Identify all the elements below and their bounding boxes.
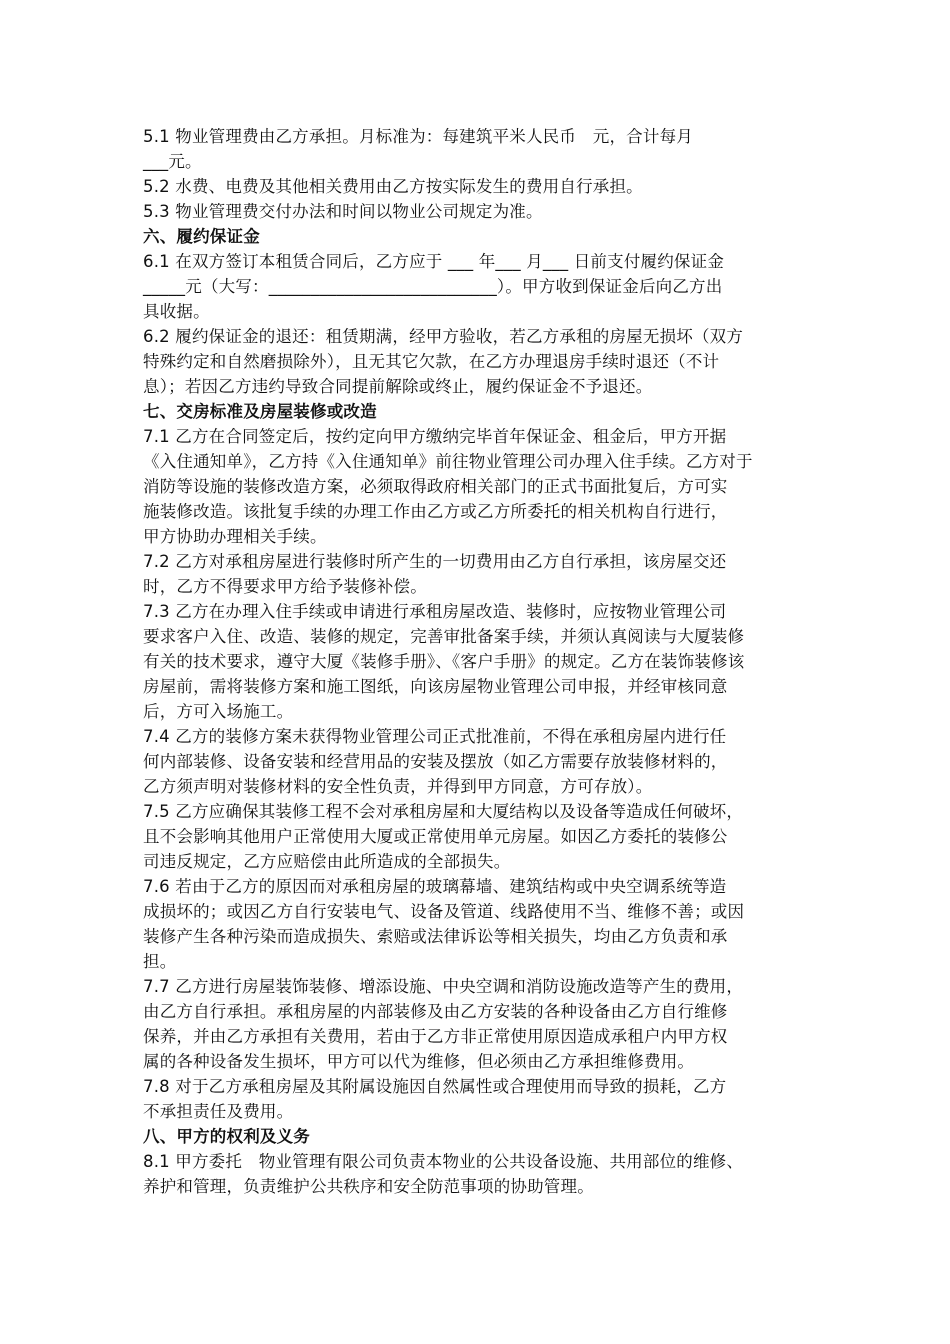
text-line: 7.8 对于乙方承租房屋及其附属设施因自然属性或合理使用而导致的损耗，乙方 (143, 1077, 727, 1096)
section-heading: 七、交房标准及房屋装修或改造 (143, 402, 377, 421)
text-line: 7.5 乙方应确保其装修工程不会对承租房屋和大厦结构以及设备等造成任何破坏， (143, 802, 744, 821)
text-line: 有关的技术要求，遵守大厦《装修手册》、《客户手册》的规定。乙方在装饰装修该 (143, 652, 745, 671)
text-line: 7.3 乙方在办理入住手续或申请进行承租房屋改造、装修时，应按物业管理公司 (143, 602, 727, 621)
document-body (143, 124, 823, 1199)
text-line: 且不会影响其他用户正常使用大厦或正常使用单元房屋。如因乙方委托的装修公 (143, 827, 728, 846)
text-line: 5.1 物业管理费由乙方承担。月标准为：每建筑平米人民币 元，合计每月 (143, 127, 693, 146)
text-line: 特殊约定和自然磨损除外），且无其它欠款，在乙方办理退房手续时退还（不计 (143, 352, 720, 371)
text-line: 消防等设施的装修改造方案，必须取得政府相关部门的正式书面批复后，方可实 (143, 477, 728, 496)
text-line: 保养，并由乙方承担有关费用，若由于乙方非正常使用原因造成承租户内甲方权 (143, 1027, 728, 1046)
text-line: 7.6 若由于乙方的原因而对承租房屋的玻璃幕墙、建筑结构或中央空调系统等造 (143, 877, 727, 896)
text-line: 施装修改造。该批复手续的办理工作由乙方或乙方所委托的相关机构自行进行， (143, 502, 728, 521)
text-line: 装修产生各种污染而造成损失、索赔或法律诉讼等相关损失，均由乙方负责和承 (143, 927, 728, 946)
text-line: 7.2 乙方对承租房屋进行装修时所产生的一切费用由乙方自行承担，该房屋交还 (143, 552, 727, 571)
text-line: ___元。 (143, 152, 202, 171)
text-line: 不承担责任及费用。 (143, 1102, 294, 1121)
text-line: 6.1 在双方签订本租赁合同后，乙方应于 ___ 年___ 月___ 日前支付履约保证金 (143, 252, 725, 271)
text-line: 7.4 乙方的装修方案未获得物业管理公司正式批准前，不得在承租房屋内进行任 (143, 727, 727, 746)
text-line: 司违反规定，乙方应赔偿由此所造成的全部损失。 (143, 852, 511, 871)
text-line: 乙方须声明对装修材料的安全性负责，并得到甲方同意，方可存放）。 (143, 777, 653, 796)
text-line: 息）；若因乙方违约导致合同提前解除或终止，履约保证金不予退还。 (143, 377, 653, 396)
text-line: 甲方协助办理相关手续。 (143, 527, 327, 546)
text-line: 担。 (143, 952, 177, 971)
text-line: _____元（大写：___________________________）。甲方收到保证金后向乙方出 (143, 277, 723, 296)
text-line: 6.2 履约保证金的退还：租赁期满，经甲方验收，若乙方承租的房屋无损坏（双方 (143, 327, 744, 346)
section-heading: 八、甲方的权利及义务 (143, 1127, 310, 1146)
text-line: 要求客户入住、改造、装修的规定，完善审批备案手续，并须认真阅读与大厦装修 (143, 627, 745, 646)
text-line: 何内部装修、设备安装和经营用品的安装及摆放（如乙方需要存放装修材料的， (143, 752, 728, 771)
text-line: 房屋前，需将装修方案和施工图纸，向该房屋物业管理公司申报，并经审核同意 (143, 677, 728, 696)
text-line: 时，乙方不得要求甲方给予装修补偿。 (143, 577, 427, 596)
text-line: 5.2 水费、电费及其他相关费用由乙方按实际发生的费用自行承担。 (143, 177, 643, 196)
text-line: 5.3 物业管理费交付办法和时间以物业公司规定为准。 (143, 202, 543, 221)
section-heading: 六、履约保证金 (143, 227, 260, 246)
text-line: 具收据。 (143, 302, 210, 321)
text-line: 7.7 乙方进行房屋装饰装修、增添设施、中央空调和消防设施改造等产生的费用， (143, 977, 744, 996)
text-line: 成损坏的；或因乙方自行安装电气、设备及管道、线路使用不当、维修不善；或因 (143, 902, 745, 921)
text-line: 7.1 乙方在合同签定后，按约定向甲方缴纳完毕首年保证金、租金后，甲方开据 (143, 427, 727, 446)
text-line: 8.1 甲方委托 物业管理有限公司负责本物业的公共设备设施、共用部位的维修、 (143, 1152, 744, 1171)
text-line: 养护和管理，负责维护公共秩序和安全防范事项的协助管理。 (143, 1177, 594, 1196)
text-line: 由乙方自行承担。承租房屋的内部装修及由乙方安装的各种设备由乙方自行维修 (143, 1002, 728, 1021)
text-line: 《入住通知单》，乙方持《入住通知单》前往物业管理公司办理入住手续。乙方对于 (143, 452, 753, 471)
text-line: 后，方可入场施工。 (143, 702, 294, 721)
text-line: 属的各种设备发生损坏，甲方可以代为维修，但必须由乙方承担维修费用。 (143, 1052, 695, 1071)
